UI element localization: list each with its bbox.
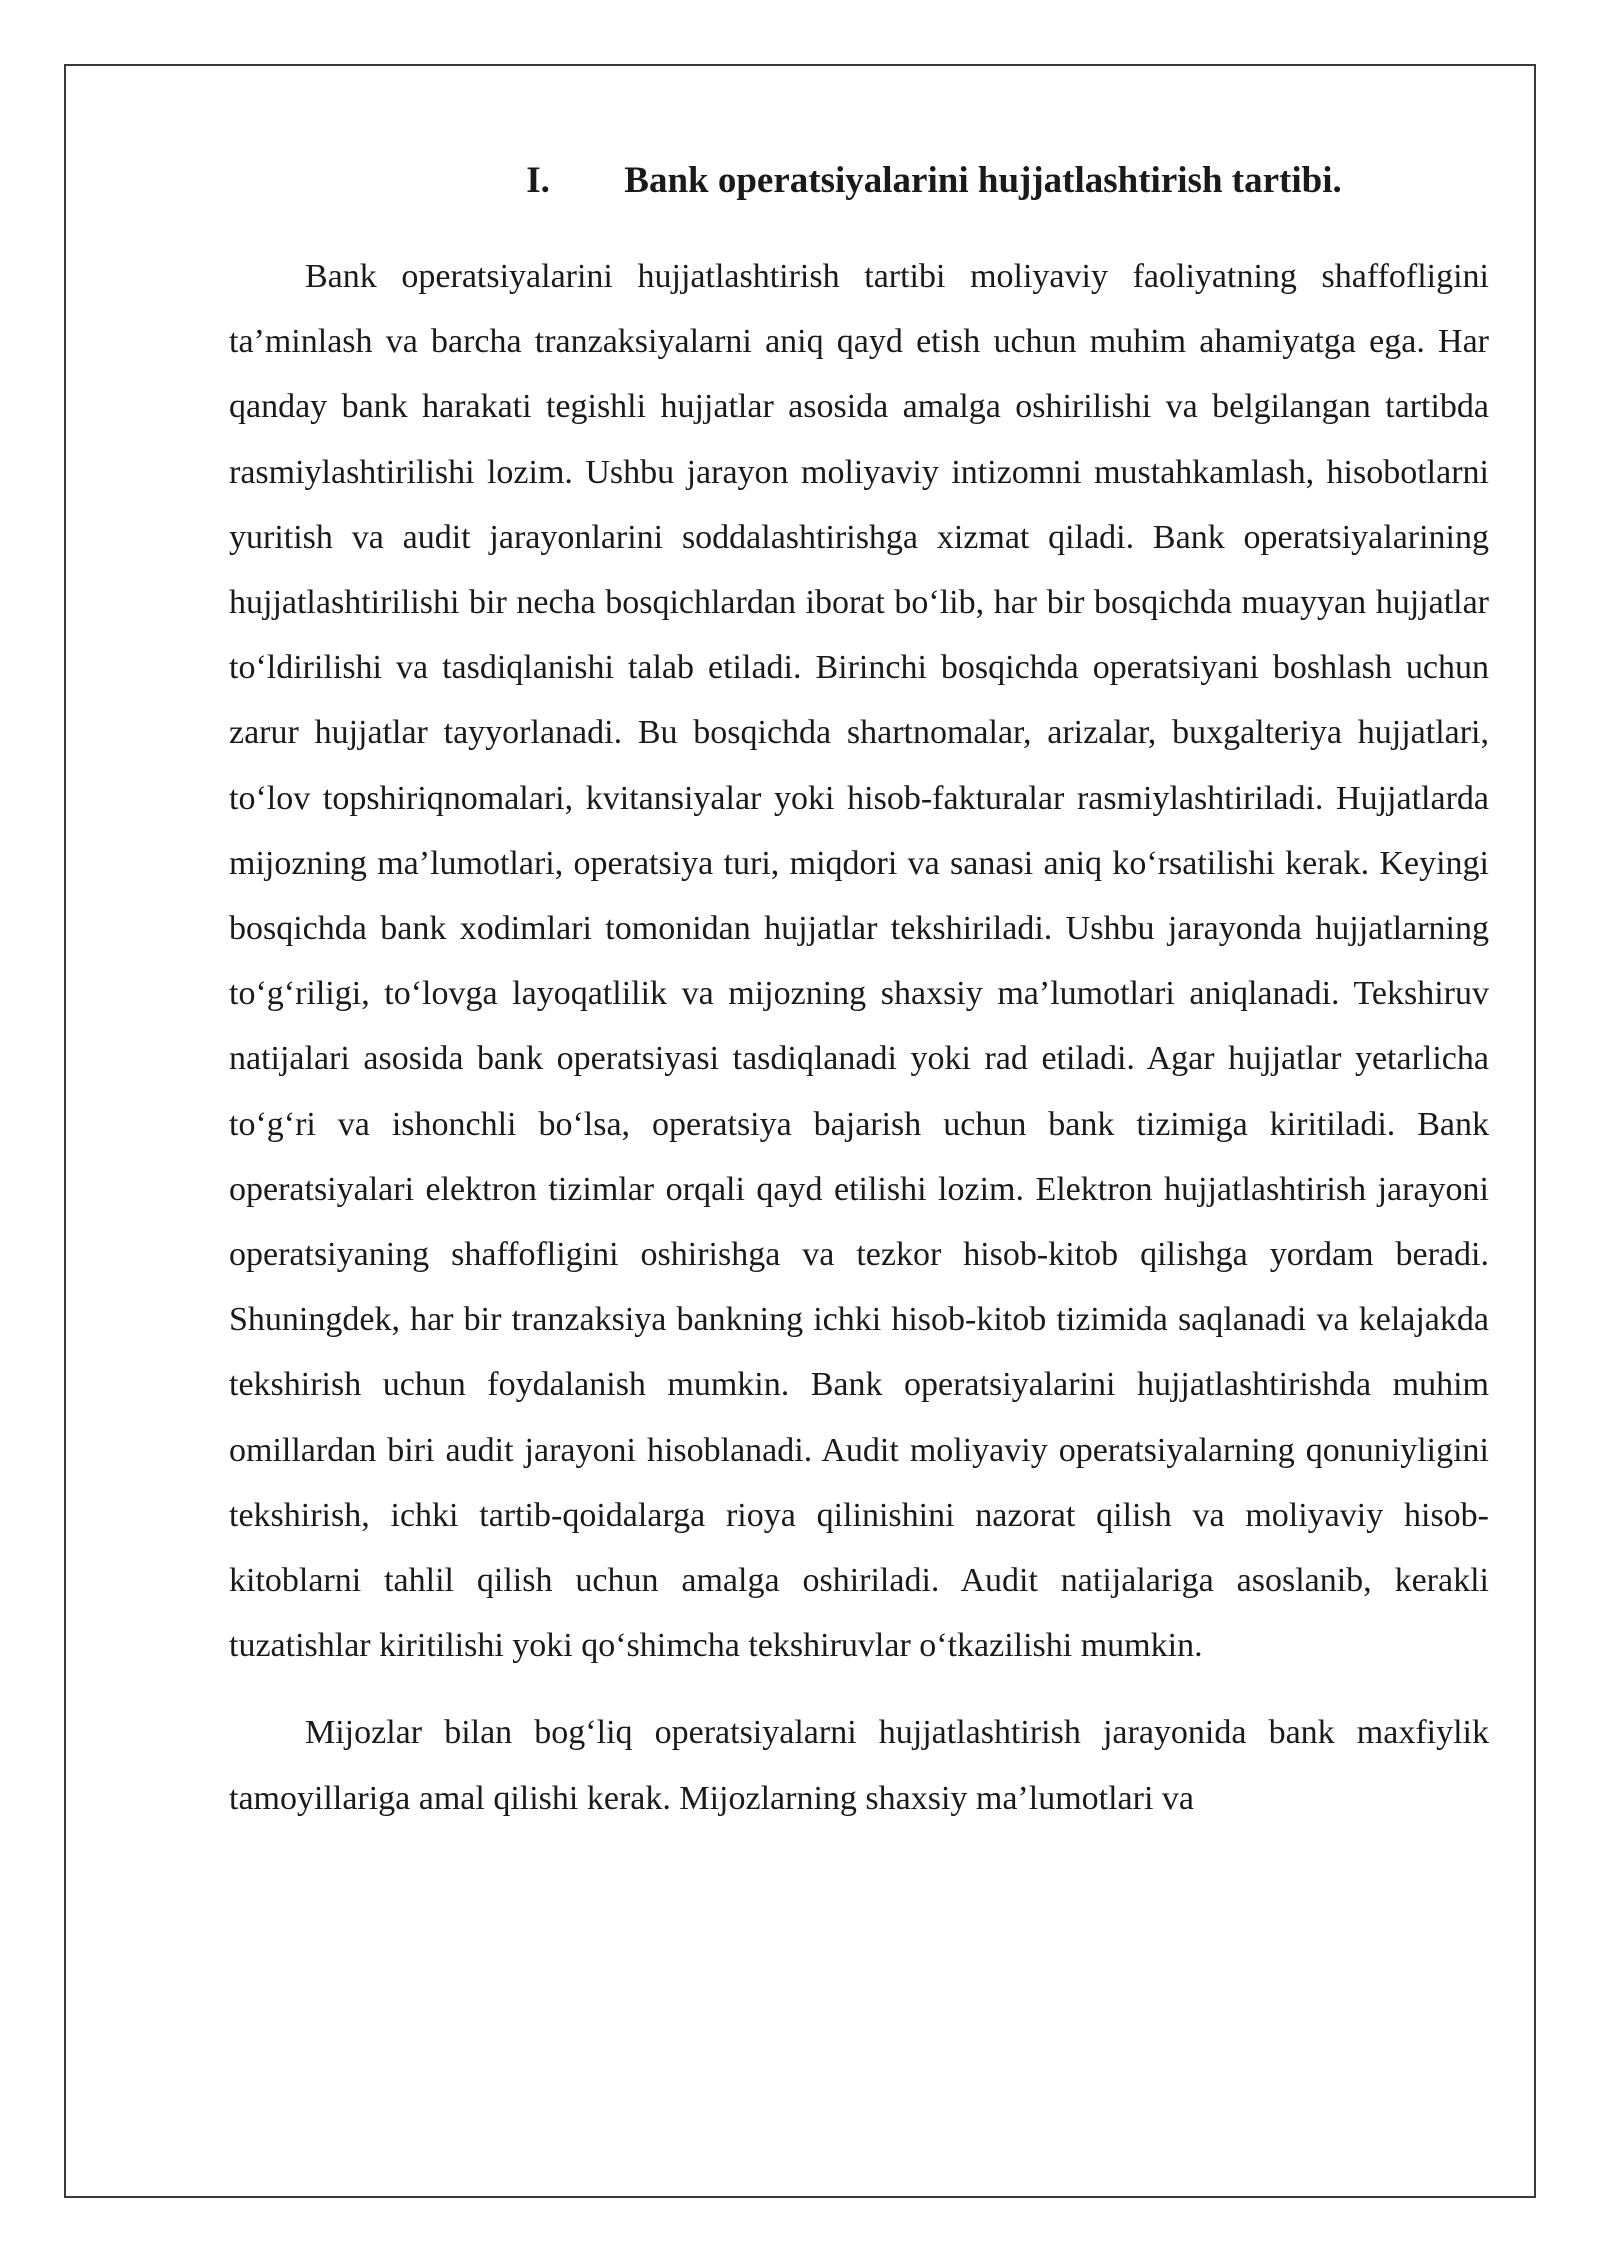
paragraph: Mijozlar bilan bog‘liq operatsiyalarni hujjatlashtirish jarayonida bank maxfiylik tamoyillariga amal qilishi kerak. Mijozlarning shaxsiy ma’lumotlari va: [229, 1714, 1489, 1817]
section-number: I.: [526, 160, 550, 201]
section-title: Bank operatsiyalarini hujjatlashtirish tartibi.: [624, 160, 1342, 201]
section-heading: [229, 158, 1489, 204]
paragraph: Bank operatsiyalarini hujjatlashtirish tartibi moliyaviy faoliyatning shaffofligini ta’minlash va barcha tranzaksiyalarni aniq qayd etish uchun muhim ahamiyatga ega. Har qanday bank harakati tegishli hujjatlar asosida amalga oshirilishi va belgilangan tartibda rasmiylashtirilishi lozim. Ushbu jarayon moliyaviy intizomni mustahkamlash, hisobotlarni yuritish va audit jarayonlarini soddalashtirishga xizmat qiladi. Bank operatsiyalarining hujjatlashtirilishi bir necha bosqichlardan iborat bo‘lib, har bir bosqichda muayyan hujjatlar to‘ldirilishi va tasdiqlanishi talab etiladi. Birinchi bosqichda operatsiyani boshlash uchun zarur hujjatlar tayyorlanadi. Bu bosqichda shartnomalar, arizalar, buxgalteriya hujjatlari, to‘lov topshiriqnomalari, kvitansiyalar yoki hisob-fakturalar rasmiylashtiriladi. Hujjatlarda mijozning ma’lumotlari, operatsiya turi, miqdori va sanasi aniq ko‘rsatilishi kerak. Keyingi bosqichda bank xodimlari tomonidan hujjatlar tekshiriladi. Ushbu jarayonda hujjatlarning to‘g‘riligi, to‘lovga layoqatlilik va mijozning shaxsiy ma’lumotlari aniqlanadi. Tekshiruv natijalari asosida bank operatsiyasi tasdiqlanadi yoki rad etiladi. Agar hujjatlar yetarlicha to‘g‘ri va ishonchli bo‘lsa, operatsiya bajarish uchun bank tizimiga kiritiladi. Bank operatsiyalari elektron tizimlar orqali qayd etilishi lozim. Elektron hujjatlashtirish jarayoni operatsiyaning shaffofligini oshirishga va tezkor hisob-kitob qilishga yordam beradi. Shuningdek, har bir tranzaksiya bankning ichki hisob-kitob tizimida saqlanadi va kelajakda tekshirish uchun foydalanish mumkin. Bank operatsiyalarini hujjatlashtirishda muhim omillardan biri audit jarayoni hisoblanadi. Audit moliyaviy operatsiyalarning qonuniyligini tekshirish, ichki tartib-qoidalarga rioya qilinishini nazorat qilish va moliyaviy hisob-kitoblarni tahlil qilish uchun amalga oshiriladi. Audit natijalariga asoslanib, kerakli tuzatishlar kiritilishi yoki qo‘shimcha tekshiruvlar o‘tkazilishi mumkin.: [229, 258, 1489, 1665]
document-body: [229, 130, 1489, 1831]
